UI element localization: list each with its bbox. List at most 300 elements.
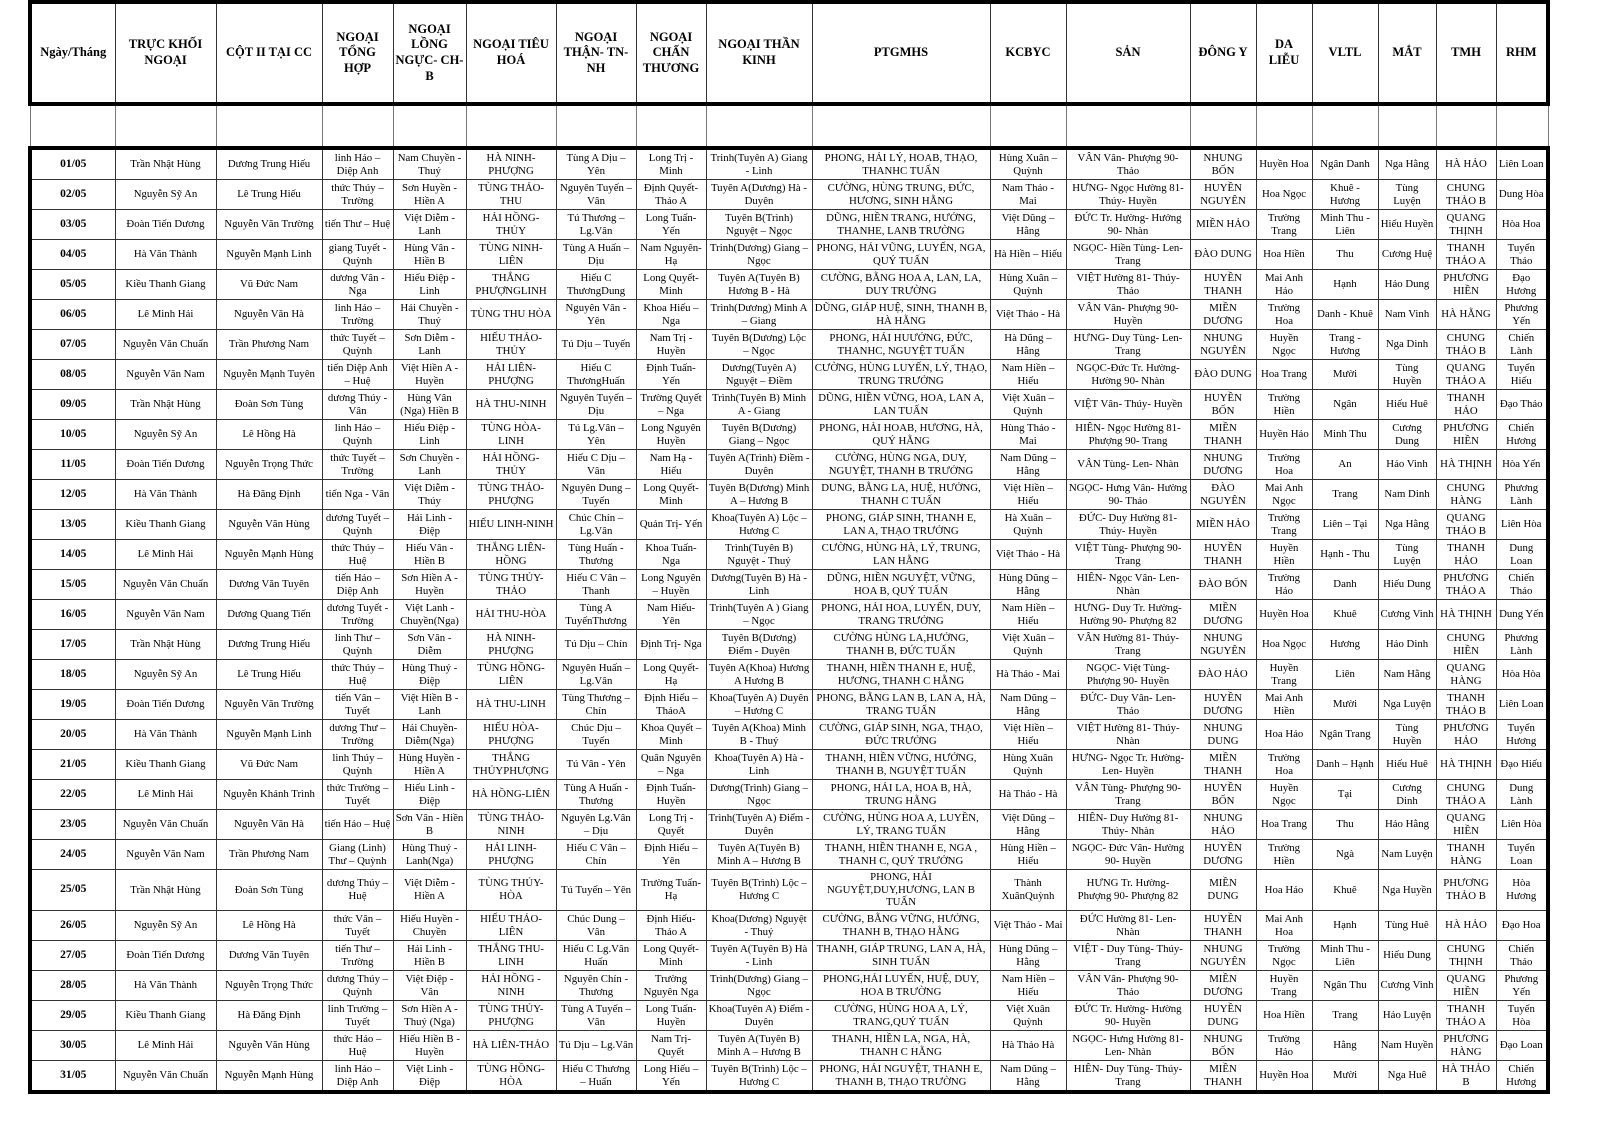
schedule-cell: Tuyến Hiếu [1496, 360, 1548, 390]
schedule-cell: Tùng Huyền [1378, 360, 1436, 390]
schedule-cell: Nguyễn Mạnh Hùng [216, 1061, 322, 1093]
schedule-cell: Long Tuấn- Yến [636, 210, 706, 240]
schedule-cell: Nam Chuyền - Thuý [393, 148, 466, 180]
schedule-cell: Nguyên Tuyến – Dịu [556, 390, 636, 420]
schedule-cell: Tú Dịu – Lg.Vân [556, 1031, 636, 1061]
schedule-cell: Nam Dũng – Hằng [990, 690, 1066, 720]
schedule-cell: Nguyễn Văn Hà [216, 300, 322, 330]
schedule-cell: Nguyễn Văn Chuẩn [115, 1061, 216, 1093]
schedule-cell: Chúc Dung – Vân [556, 911, 636, 941]
schedule-cell: Đoàn Tiến Dương [115, 450, 216, 480]
schedule-cell: Thành XuânQuỳnh [990, 870, 1066, 911]
schedule-cell: Hảo Luyện [1378, 1001, 1436, 1031]
schedule-cell: HUYỀN THANH [1190, 270, 1256, 300]
schedule-cell: Nguyễn Văn Trường [216, 690, 322, 720]
date-cell: 18/05 [30, 660, 115, 690]
schedule-cell: PHONG, HẢI LA, HOA B, HÀ, TRUNG HẰNG [812, 780, 990, 810]
schedule-cell: Tuyên A(Tuyên B) Minh A – Hương B [706, 1031, 812, 1061]
table-row [30, 971, 1548, 1001]
schedule-cell: Mười [1312, 690, 1378, 720]
date-cell: 15/05 [30, 570, 115, 600]
schedule-cell: Hùng Huyền - Hiền A [393, 750, 466, 780]
schedule-cell: Việt Thảo - Hà [990, 540, 1066, 570]
schedule-cell: VIỆT Tùng- Phượng 90- Trang [1066, 540, 1190, 570]
schedule-cell: Hải Linh - Hiền B [393, 941, 466, 971]
schedule-cell: PHONG, HẢI VŨNG, LUYẾN, NGA, QUÝ TUẤN [812, 240, 990, 270]
date-cell: 06/05 [30, 300, 115, 330]
schedule-cell: Trường Hoa [1256, 450, 1312, 480]
schedule-cell: ĐÀO NGUYÊN [1190, 480, 1256, 510]
schedule-cell: HIÊN- Ngọc Vân- Len- Nhàn [1066, 570, 1190, 600]
date-cell: 20/05 [30, 720, 115, 750]
schedule-cell: MIỀN HẢO [1190, 210, 1256, 240]
schedule-cell: HIẾU HÒA-PHƯỢNG [466, 720, 556, 750]
schedule-cell: PHONG, HẢI NGUYỆT,DUY,HƯƠNG, LAN B TUẤN [812, 870, 990, 911]
column-header-16: TMH [1436, 2, 1496, 104]
schedule-cell: Đoàn Tiến Dương [115, 210, 216, 240]
schedule-cell: TÙNG HỒNG-LIÊN [466, 660, 556, 690]
schedule-cell: TÙNG THỦY-PHƯỢNG [466, 1001, 556, 1031]
schedule-cell: Long Quyết- Minh [636, 480, 706, 510]
schedule-cell: Trình(Dương) Minh A – Giang [706, 300, 812, 330]
schedule-cell: PHONG,HẢI LUYẾN, HUỆ, DUY, HOA B TRƯỜNG [812, 971, 990, 1001]
schedule-cell: Liên – Tại [1312, 510, 1378, 540]
schedule-cell: Trường Hoa [1256, 300, 1312, 330]
schedule-cell: HÀ HẰNG [1436, 300, 1496, 330]
schedule-cell: Đoàn Sơn Tùng [216, 870, 322, 911]
schedule-cell: Hiếu Linh - Điệp [393, 780, 466, 810]
schedule-cell: Nga Luyện [1378, 690, 1436, 720]
schedule-cell: HƯNG- Ngọc Tr. Hường- Len- Huyền [1066, 750, 1190, 780]
schedule-cell: tiến Thư – Trường [322, 941, 393, 971]
column-header-15: MẮT [1378, 2, 1436, 104]
schedule-cell: Lê Hồng Hà [216, 420, 322, 450]
schedule-cell: dương Tuyết - Trường [322, 600, 393, 630]
date-cell: 08/05 [30, 360, 115, 390]
schedule-cell: QUANG THỊNH [1436, 210, 1496, 240]
schedule-cell: Hiếu Huyền - Chuyền [393, 911, 466, 941]
table-body [30, 148, 1548, 1092]
column-header-13: DA LIỄU [1256, 2, 1312, 104]
schedule-cell: Hảo Vinh [1378, 450, 1436, 480]
schedule-cell: Huyền Hiền [1256, 540, 1312, 570]
schedule-cell: Hoa Hảo [1256, 870, 1312, 911]
schedule-cell: Tuyên A(Khoa) Minh B - Thuý [706, 720, 812, 750]
schedule-cell: HUYỀN THANH [1190, 540, 1256, 570]
schedule-cell: HUYỀN DUNG [1190, 1001, 1256, 1031]
date-cell: 01/05 [30, 148, 115, 180]
date-cell: 16/05 [30, 600, 115, 630]
schedule-cell: Cương Dinh [1378, 780, 1436, 810]
schedule-cell: Vũ Đức Nam [216, 750, 322, 780]
empty-cell [1256, 104, 1312, 148]
schedule-cell: PHONG, HẢI LÝ, HOAB, THẠO, THANHC TUẤN [812, 148, 990, 180]
schedule-cell: HIÊN- Ngọc Hường 81- Phượng 90- Trang [1066, 420, 1190, 450]
schedule-cell: Tùng A Huấn – Dịu [556, 240, 636, 270]
schedule-cell: NHUNG NGUYÊN [1190, 941, 1256, 971]
schedule-cell: Cương Huệ [1378, 240, 1436, 270]
schedule-cell: Long Quyết- Hạ [636, 660, 706, 690]
schedule-cell: Tùng A Dịu – Yên [556, 148, 636, 180]
date-cell: 21/05 [30, 750, 115, 780]
table-row [30, 330, 1548, 360]
schedule-cell: VÂN Vân- Phượng 90- Thảo [1066, 148, 1190, 180]
schedule-cell: Hùng Thảo - Mai [990, 420, 1066, 450]
table-row [30, 180, 1548, 210]
schedule-cell: HẢI HỒNG - NINH [466, 971, 556, 1001]
schedule-cell: HƯNG- Duy Tr. Hường- Hường 90- Phượng 82 [1066, 600, 1190, 630]
schedule-cell: Nguyên Dung – Tuyến [556, 480, 636, 510]
schedule-cell: Nam Dũng – Hằng [990, 450, 1066, 480]
schedule-cell: Nam Thảo - Mai [990, 180, 1066, 210]
schedule-cell: Việt Dũng – Hằng [990, 210, 1066, 240]
schedule-cell: Hiếu Vân - Hiền B [393, 540, 466, 570]
table-row [30, 570, 1548, 600]
schedule-cell: Tuyên B(Dương) Điểm - Duyên [706, 630, 812, 660]
schedule-cell: Chiến Hương [1496, 1061, 1548, 1093]
schedule-cell: Nam Hạ - Hiếu [636, 450, 706, 480]
schedule-cell: dương Thúy - Vân [322, 390, 393, 420]
empty-cell [393, 104, 466, 148]
schedule-cell: NHUNG NGUYÊN [1190, 630, 1256, 660]
column-header-0: Ngày/Tháng [30, 2, 115, 104]
schedule-cell: Lê Trung Hiếu [216, 180, 322, 210]
schedule-cell: Hiếu Huê [1378, 390, 1436, 420]
schedule-cell: Nam Huyền [1378, 1031, 1436, 1061]
table-row [30, 390, 1548, 420]
schedule-cell: Lê Minh Hải [115, 780, 216, 810]
schedule-cell: Giang (Linh) Thư – Quỳnh [322, 840, 393, 870]
schedule-cell: Hùng Vân - Hiền B [393, 240, 466, 270]
schedule-cell: Kiều Thanh Giang [115, 510, 216, 540]
schedule-cell: Long Trị - Minh [636, 148, 706, 180]
empty-cell [30, 104, 115, 148]
schedule-cell: An [1312, 450, 1378, 480]
schedule-cell: Trường Hiền [1256, 840, 1312, 870]
date-cell: 13/05 [30, 510, 115, 540]
schedule-cell: Nguyễn Văn Chuẩn [115, 810, 216, 840]
schedule-cell: Khuê [1312, 870, 1378, 911]
schedule-cell: Lê Minh Hải [115, 1031, 216, 1061]
table-row [30, 780, 1548, 810]
date-cell: 28/05 [30, 971, 115, 1001]
schedule-cell: Hà Hiền – Hiếu [990, 240, 1066, 270]
table-row [30, 480, 1548, 510]
schedule-cell: Lê Minh Hải [115, 540, 216, 570]
schedule-cell: Nguyễn Mạnh Linh [216, 240, 322, 270]
schedule-cell: ĐỨC Tr. Hường- Hường 90- Huyền [1066, 1001, 1190, 1031]
schedule-cell: THẮNG THỦYPHƯỢNG [466, 750, 556, 780]
schedule-cell: tiến Vân – Tuyết [322, 690, 393, 720]
schedule-cell: Dung Loan [1496, 540, 1548, 570]
date-cell: 31/05 [30, 1061, 115, 1093]
schedule-cell: HÀ THỊNH [1436, 600, 1496, 630]
schedule-cell: Trường Ngọc [1256, 941, 1312, 971]
schedule-cell: VÂN Tùng- Phượng 90- Trang [1066, 780, 1190, 810]
date-cell: 12/05 [30, 480, 115, 510]
schedule-cell: Trinh(Tuyên A) Giang - Linh [706, 148, 812, 180]
schedule-cell: Tùng Luyện [1378, 540, 1436, 570]
schedule-cell: Hạnh [1312, 270, 1378, 300]
schedule-cell: Hiếu Điệp - Linh [393, 420, 466, 450]
schedule-cell: Tú Vân - Yên [556, 750, 636, 780]
schedule-cell: Sơn Diễm - Lanh [393, 330, 466, 360]
schedule-cell: HƯNG- Duy Tùng- Len- Trang [1066, 330, 1190, 360]
table-row [30, 941, 1548, 971]
schedule-cell: Đạo Hương [1496, 270, 1548, 300]
schedule-cell: Long Hiếu – Yến [636, 1061, 706, 1093]
schedule-cell: Hiếu Huyền [1378, 210, 1436, 240]
schedule-cell: Dương Trung Hiếu [216, 630, 322, 660]
schedule-cell: QUANG HIỀN [1436, 810, 1496, 840]
schedule-cell: Hảo Dinh [1378, 630, 1436, 660]
schedule-cell: Sơn Vân - Diễm [393, 630, 466, 660]
schedule-cell: thức Thúy – Trường [322, 180, 393, 210]
schedule-cell: Cương Vinh [1378, 600, 1436, 630]
schedule-cell: Việt Diễm - Thúy [393, 480, 466, 510]
schedule-cell: Nguyễn Mạnh Linh [216, 720, 322, 750]
schedule-cell: CHUNG THẢO A [1436, 780, 1496, 810]
schedule-cell: QUANG HÀNG [1436, 660, 1496, 690]
schedule-cell: Tùng Huê [1378, 911, 1436, 941]
schedule-cell: Hiếu C Thương – Huấn [556, 1061, 636, 1093]
schedule-cell: Tú Tuyến – Yên [556, 870, 636, 911]
schedule-cell: NGỌC- Hưng Vân- Hường 90- Thảo [1066, 480, 1190, 510]
schedule-cell: Hùng Thuý - Điệp [393, 660, 466, 690]
schedule-cell: Lê Trung Hiếu [216, 660, 322, 690]
schedule-cell: PHƯƠNG HIỀN [1436, 270, 1496, 300]
schedule-cell: Tại [1312, 780, 1378, 810]
schedule-cell: TÙNG THẢO-NINH [466, 810, 556, 840]
schedule-cell: Tùng A TuyếnThương [556, 600, 636, 630]
schedule-cell: Việt Linh - Điệp [393, 1061, 466, 1093]
schedule-cell: tiến Hảo – Huệ [322, 810, 393, 840]
schedule-cell: Minh Thu [1312, 420, 1378, 450]
schedule-cell: HÀ THỊNH [1436, 450, 1496, 480]
schedule-cell: VÂN Vân- Phượng 90- Huyền [1066, 300, 1190, 330]
schedule-cell: Việt Hiền – Hiếu [990, 720, 1066, 750]
schedule-cell: NGỌC- Hưng Hường 81- Len- Nhàn [1066, 1031, 1190, 1061]
schedule-cell: THANH THẢO A [1436, 240, 1496, 270]
schedule-cell: Việt Xuân – Quỳnh [990, 390, 1066, 420]
schedule-cell: Trường Nguyên Nga [636, 971, 706, 1001]
schedule-cell: Dương Văn Tuyên [216, 941, 322, 971]
table-row [30, 630, 1548, 660]
schedule-cell: THANH HÀNG [1436, 840, 1496, 870]
schedule-cell: ĐỨC- Duy Vân- Len- Thảo [1066, 690, 1190, 720]
schedule-cell: Kiều Thanh Giang [115, 270, 216, 300]
schedule-cell: Nga Dinh [1378, 330, 1436, 360]
schedule-cell: Mười [1312, 1061, 1378, 1093]
column-header-5: NGOẠI TIÊU HOÁ [466, 2, 556, 104]
schedule-cell: Hà Văn Thành [115, 971, 216, 1001]
schedule-cell: Lê Hồng Hà [216, 911, 322, 941]
schedule-cell: Huyền Trang [1256, 971, 1312, 1001]
schedule-cell: Tùng Thương – Chín [556, 690, 636, 720]
schedule-cell: Trường Quyết – Nga [636, 390, 706, 420]
schedule-cell: PHONG, HẢI NGUYỆT, THANH E, THANH B, THẠO TRƯỜNG [812, 1061, 990, 1093]
schedule-cell: Phương Yến [1496, 300, 1548, 330]
schedule-cell: Khuê [1312, 600, 1378, 630]
date-cell: 07/05 [30, 330, 115, 360]
schedule-cell: QUANG THẢO B [1436, 510, 1496, 540]
schedule-cell: Tuyên B(Dương) Minh A – Hương B [706, 480, 812, 510]
schedule-cell: Trình(Tuyên A) Điểm - Duyên [706, 810, 812, 840]
date-cell: 09/05 [30, 390, 115, 420]
schedule-cell: Hoa Hảo [1256, 720, 1312, 750]
schedule-cell: Danh [1312, 570, 1378, 600]
schedule-cell: ĐÀO DUNG [1190, 240, 1256, 270]
schedule-cell: Nguyễn Trọng Thức [216, 971, 322, 1001]
schedule-cell: Hằng [1312, 1031, 1378, 1061]
schedule-cell: Ngân [1312, 390, 1378, 420]
table-row [30, 270, 1548, 300]
schedule-cell: Nam Nguyên- Hạ [636, 240, 706, 270]
schedule-cell: Trường Hiền [1256, 390, 1312, 420]
schedule-cell: PHƯƠNG HẢO [1436, 720, 1496, 750]
schedule-cell: NHUNG DUNG [1190, 720, 1256, 750]
empty-cell [1190, 104, 1256, 148]
schedule-cell: Tuyến Hòa [1496, 1001, 1548, 1031]
schedule-cell: Nam Vinh [1378, 300, 1436, 330]
schedule-cell: Chiến Lành [1496, 330, 1548, 360]
schedule-cell: ĐỨC Hường 81- Len- Nhàn [1066, 911, 1190, 941]
date-cell: 17/05 [30, 630, 115, 660]
date-cell: 29/05 [30, 1001, 115, 1031]
schedule-cell: giang Tuyết - Quỳnh [322, 240, 393, 270]
schedule-cell: Đoàn Tiến Dương [115, 690, 216, 720]
schedule-cell: Ngân Trang [1312, 720, 1378, 750]
date-cell: 04/05 [30, 240, 115, 270]
schedule-cell: Hùng Hiền – Hiếu [990, 840, 1066, 870]
schedule-cell: Tuyên A(Trình) Điềm - Duyên [706, 450, 812, 480]
schedule-cell: Liên [1312, 660, 1378, 690]
schedule-cell: MIỀN THANH [1190, 420, 1256, 450]
schedule-cell: Minh Thu - Liên [1312, 210, 1378, 240]
schedule-cell: Hòa Yến [1496, 450, 1548, 480]
schedule-cell: CƯỜNG, GIÁP SINH, NGA, THẠO, ĐỨC TRƯỞNG [812, 720, 990, 750]
schedule-cell: HIẾU LINH-NINH [466, 510, 556, 540]
schedule-cell: ĐỨC- Duy Hường 81- Thúy- Huyền [1066, 510, 1190, 540]
schedule-cell: dương Thúy – Quỳnh [322, 971, 393, 1001]
schedule-cell: linh Hảo – Quỳnh [322, 420, 393, 450]
schedule-cell: Hùng Dũng – Hằng [990, 570, 1066, 600]
schedule-cell: Hiếu Dung [1378, 941, 1436, 971]
schedule-cell: linh Trường – Tuyết [322, 1001, 393, 1031]
schedule-cell: Nam Dũng – Hằng [990, 1061, 1066, 1093]
table-row [30, 600, 1548, 630]
column-header-11: SẢN [1066, 2, 1190, 104]
date-cell: 14/05 [30, 540, 115, 570]
schedule-cell: HÀ THẢO B [1436, 1061, 1496, 1093]
schedule-cell: Nga Huê [1378, 1061, 1436, 1093]
schedule-cell: Khoa(Dương) Nguyệt - Thuý [706, 911, 812, 941]
table-row [30, 690, 1548, 720]
schedule-cell: Hà Văn Thành [115, 240, 216, 270]
schedule-cell: PHONG, BẰNG LAN B, LAN A, HÀ, TRANG TUẤN [812, 690, 990, 720]
schedule-cell: Hà Thảo - Hà [990, 780, 1066, 810]
schedule-cell: Hoa Ngọc [1256, 180, 1312, 210]
table-row [30, 420, 1548, 450]
schedule-cell: CƯỜNG, HÙNG LUYẾN, LÝ, THẠO, TRUNG TRƯỞNG [812, 360, 990, 390]
schedule-cell: Quản Trị- Yến [636, 510, 706, 540]
column-header-12: ĐÔNG Y [1190, 2, 1256, 104]
schedule-cell: HIÊN- Duy Hường 81- Thúy- Nhàn [1066, 810, 1190, 840]
schedule-cell: Nguyễn Văn Trường [216, 210, 322, 240]
schedule-cell: Chiến Hương [1496, 420, 1548, 450]
schedule-cell: HIẾU THẢO-THỦY [466, 330, 556, 360]
schedule-cell: TÙNG NINH-LIÊN [466, 240, 556, 270]
schedule-cell: Tùng A Huấn - Thương [556, 780, 636, 810]
schedule-cell: Hoa Trang [1256, 810, 1312, 840]
schedule-cell: Nguyễn Văn Hà [216, 810, 322, 840]
schedule-cell: Hảo Dung [1378, 270, 1436, 300]
schedule-cell: Dung Lành [1496, 780, 1548, 810]
schedule-cell: Trang - Hương [1312, 330, 1378, 360]
schedule-cell: Hùng Xuân Quỳnh [990, 750, 1066, 780]
schedule-cell: NGỌC- Đức Vân- Hường 90- Huyền [1066, 840, 1190, 870]
schedule-cell: Hải Chuyền- Diễm(Nga) [393, 720, 466, 750]
schedule-cell: PHONG, HẢI HOA, LUYẾN, DUY, TRANG TRƯỞNG [812, 600, 990, 630]
schedule-cell: Trần Phương Nam [216, 840, 322, 870]
schedule-cell: dương Thư – Trường [322, 720, 393, 750]
schedule-cell: Đạo Thảo [1496, 390, 1548, 420]
date-cell: 24/05 [30, 840, 115, 870]
schedule-cell: Tuyên B(Dương) Giang – Ngọc [706, 420, 812, 450]
schedule-cell: VÂN Tùng- Len- Nhàn [1066, 450, 1190, 480]
schedule-cell: Nguyễn Văn Chuẩn [115, 330, 216, 360]
schedule-cell: ĐÀO BỐN [1190, 570, 1256, 600]
schedule-cell: TÙNG THẢO-THU [466, 180, 556, 210]
table-row [30, 810, 1548, 840]
schedule-cell: Khoa(Tuyên A) Hà - Linh [706, 750, 812, 780]
schedule-cell: Hiếu Huê [1378, 750, 1436, 780]
schedule-cell: HUYỀN DƯƠNG [1190, 690, 1256, 720]
table-header [30, 2, 1548, 104]
column-header-7: NGOẠI CHẤN THƯƠNG [636, 2, 706, 104]
schedule-cell: PHƯƠNG HIỀN [1436, 420, 1496, 450]
schedule-cell: CHUNG THẢO B [1436, 330, 1496, 360]
schedule-cell: Hạnh [1312, 911, 1378, 941]
schedule-cell: DŨNG, HIỀN NGUYỆT, VỮNG, HOA B, QUÝ TUẤN [812, 570, 990, 600]
schedule-cell: THẮNG LIÊN-HỒNG [466, 540, 556, 570]
schedule-cell: Định Hiếu – ThảoA [636, 690, 706, 720]
schedule-cell: Ngân Danh [1312, 148, 1378, 180]
schedule-cell: VÂN Hường 81- Thúy- Trang [1066, 630, 1190, 660]
schedule-cell: Nguyễn Văn Nam [115, 360, 216, 390]
schedule-cell: THANH THẢO A [1436, 1001, 1496, 1031]
schedule-cell: Nguyên Huấn – Lg.Vân [556, 660, 636, 690]
schedule-cell: VIỆT Hường 81- Thúy- Nhàn [1066, 720, 1190, 750]
schedule-cell: Khoa(Tuyên A) Điểm - Duyên [706, 1001, 812, 1031]
schedule-cell: Tú Lg.Vân – Yên [556, 420, 636, 450]
schedule-cell: Nam Hiền – Hiếu [990, 971, 1066, 1001]
empty-cell [1378, 104, 1436, 148]
schedule-cell: Dương(Trình) Giang – Ngọc [706, 780, 812, 810]
schedule-cell: TÙNG HÒA-LINH [466, 420, 556, 450]
schedule-cell: Phương Yến [1496, 971, 1548, 1001]
schedule-cell: MIỀN DƯƠNG [1190, 971, 1256, 1001]
schedule-cell: HÀ THU-NINH [466, 390, 556, 420]
schedule-cell: Việt Diễm - Hiền A [393, 870, 466, 911]
schedule-cell: Dương Văn Tuyên [216, 570, 322, 600]
schedule-cell: Tùng Huyền [1378, 720, 1436, 750]
schedule-cell: DŨNG, GIÁP HUỆ, SINH, THANH B, HÀ HẰNG [812, 300, 990, 330]
empty-cell [1066, 104, 1190, 148]
schedule-cell: CƯỜNG, BẰNG HOA A, LAN, LA, DUY TRƯỜNG [812, 270, 990, 300]
schedule-cell: NGỌC-Đức Tr. Hường- Hường 90- Nhàn [1066, 360, 1190, 390]
schedule-cell: Nam Hiếu- Yên [636, 600, 706, 630]
